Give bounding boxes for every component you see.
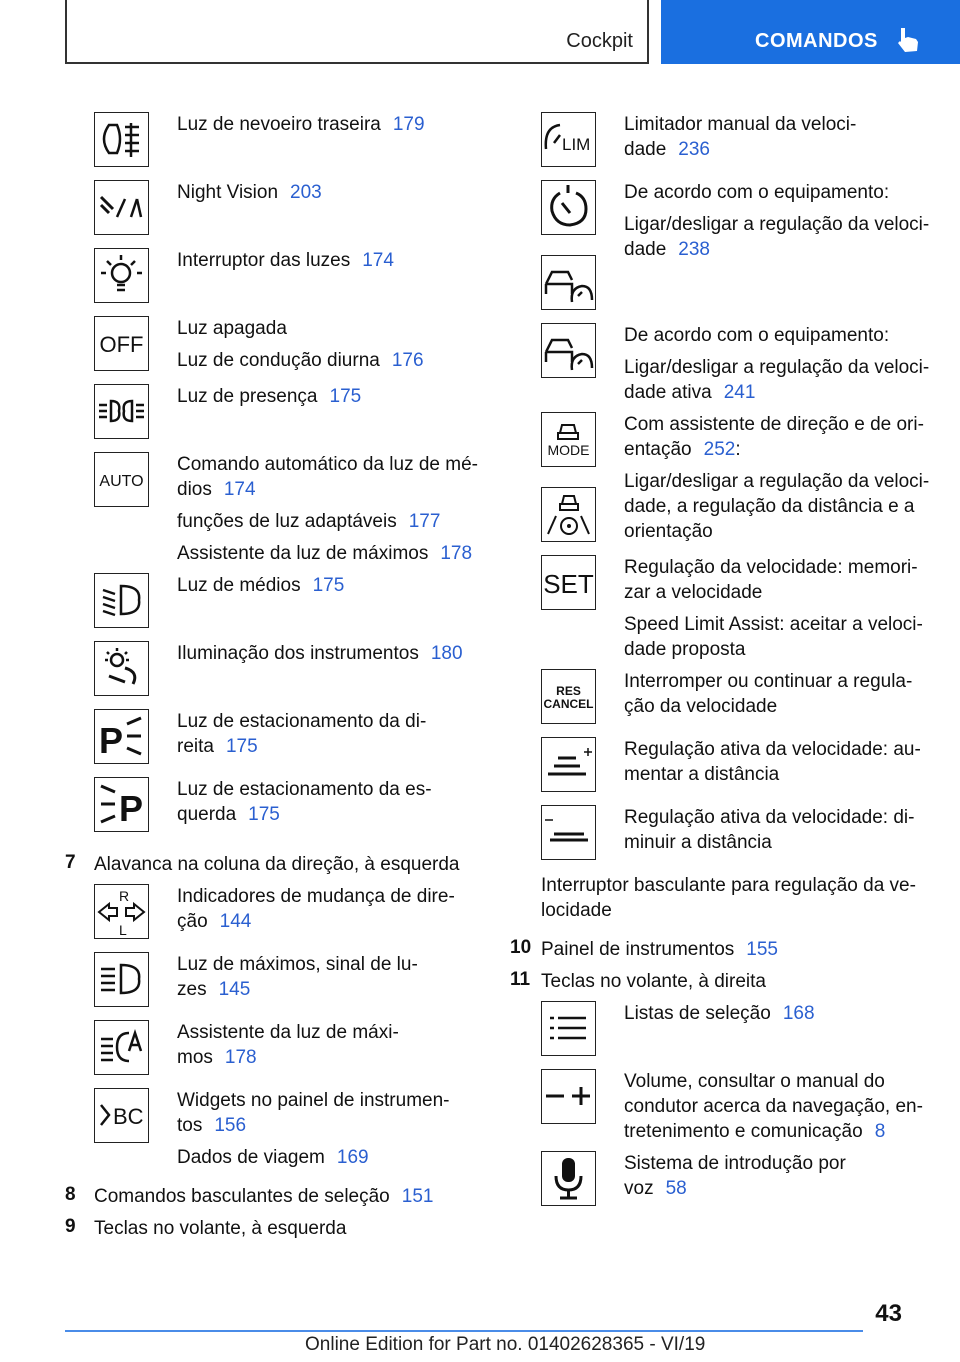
entry-text: zes 145	[177, 979, 251, 1000]
header-section	[65, 0, 649, 64]
item-number: 10	[510, 937, 532, 958]
svg-text:P: P	[119, 788, 144, 829]
entry-text: dade 238	[624, 239, 710, 260]
entry-text: mos 178	[177, 1047, 257, 1068]
entry-text: Widgets no painel de instrumen-	[177, 1090, 450, 1111]
off-text-icon	[94, 316, 149, 371]
page-ref-link[interactable]: 174	[223, 479, 256, 500]
auto-text-icon	[94, 452, 149, 507]
entry-text: Regulação ativa da velocidade: di-	[624, 807, 915, 828]
page-ref-link[interactable]: 241	[723, 382, 756, 403]
item-text: Painel de instrumentos 155	[541, 939, 778, 960]
page-ref-link[interactable]: 168	[782, 1003, 815, 1024]
entry-text: ção da velocidade	[624, 696, 778, 717]
entry-text: Dados de viagem 169	[177, 1147, 369, 1168]
svg-text:RES: RES	[556, 684, 581, 698]
page-ref-link[interactable]: 144	[219, 911, 252, 932]
page-ref-link[interactable]: 145	[218, 979, 251, 1000]
page-ref-link[interactable]: 156	[214, 1115, 247, 1136]
entry-text: Regulação ativa da velocidade: au-	[624, 739, 921, 760]
entry-text: minuir a distância	[624, 832, 772, 853]
turn-signal-icon	[94, 884, 149, 939]
active-cruise-control-icon	[541, 323, 596, 378]
entry-text: zar a velocidade	[624, 582, 763, 603]
entry-text: Speed Limit Assist: aceitar a veloci-	[624, 614, 923, 635]
svg-text:R: R	[119, 888, 130, 904]
entry-text: Limitador manual da veloci-	[624, 114, 857, 135]
entry-text: Ligar/desligar a regulação da veloci-	[624, 214, 930, 235]
instrument-lighting-icon	[94, 641, 149, 696]
page-ref-link[interactable]: 175	[312, 575, 345, 596]
entry-text: Interruptor das luzes 174	[177, 250, 394, 271]
entry-text: Interruptor basculante para regulação da ve-	[541, 875, 916, 896]
edition-text: Online Edition for Part no. 01402628365 - VI/19	[305, 1334, 706, 1355]
high-beam-assistant-icon	[94, 1020, 149, 1075]
mode-icon	[541, 412, 596, 467]
entry-text: dios 174	[177, 479, 256, 500]
chapter-title: COMANDOS	[755, 30, 878, 52]
entry-text: Assistente da luz de máxi-	[177, 1022, 399, 1043]
entry-text: orientação	[624, 521, 713, 542]
entry-text: Luz de condução diurna 176	[177, 350, 424, 371]
entry-text: funções de luz adaptáveis 177	[177, 511, 441, 532]
res-cancel-icon	[541, 669, 596, 724]
header-chapter	[661, 0, 960, 64]
increase-distance-icon	[541, 737, 596, 792]
entry-text: Luz de presença 175	[177, 386, 362, 407]
entry-text: mentar a distância	[624, 764, 780, 785]
volume-minus-plus-icon	[541, 1069, 596, 1124]
entry-text: condutor acerca da navegação, en-	[624, 1096, 923, 1117]
page-ref-link[interactable]: 203	[290, 182, 322, 203]
page-ref-link[interactable]: 178	[440, 543, 473, 564]
high-beam-icon	[94, 952, 149, 1007]
entry-text: Luz de médios 175	[177, 575, 345, 596]
page-ref-link[interactable]: 176	[391, 350, 424, 371]
page-ref-link[interactable]: 236	[678, 139, 710, 160]
entry-text: Luz apagada	[177, 318, 287, 339]
svg-text:AUTO: AUTO	[99, 473, 144, 490]
entry-text: Interromper ou continuar a regula-	[624, 671, 913, 692]
entry-text: Com assistente de direção e de ori-	[624, 414, 924, 435]
item-number: 11	[510, 969, 531, 990]
svg-text:MODE: MODE	[547, 442, 590, 458]
night-vision-icon	[94, 180, 149, 235]
entry-text: Luz de estacionamento da di-	[177, 711, 427, 732]
entry-text: Luz de nevoeiro traseira 179	[177, 114, 425, 135]
parking-light-left-icon	[94, 777, 149, 832]
entry-text: Comando automático da luz de mé-	[177, 454, 478, 475]
entry-text: Luz de estacionamento da es-	[177, 779, 432, 800]
page-ref-link[interactable]: 174	[362, 250, 394, 271]
entry-text: entação 252:	[624, 439, 741, 460]
entry-text: Ligar/desligar a regulação da veloci-	[624, 471, 930, 492]
page-ref-link[interactable]: 252	[703, 439, 736, 460]
entry-text: reita 175	[177, 736, 258, 757]
entry-text: Listas de seleção 168	[624, 1003, 815, 1024]
svg-text:P: P	[99, 720, 124, 761]
entry-text: De acordo com o equipamento:	[624, 325, 890, 346]
entry-text: ção 144	[177, 911, 252, 932]
page-ref-link[interactable]: 8	[874, 1121, 886, 1142]
entry-text: querda 175	[177, 804, 280, 825]
microphone-icon	[541, 1151, 596, 1206]
page-ref-link[interactable]: 151	[401, 1186, 434, 1207]
entry-text: Ligar/desligar a regulação da veloci-	[624, 357, 930, 378]
cruise-control-car-icon	[541, 255, 596, 310]
cruise-control-icon	[541, 180, 596, 235]
low-beam-icon	[94, 573, 149, 628]
entry-text: dade ativa 241	[624, 382, 756, 403]
pointing-hand-icon	[895, 26, 921, 54]
entry-text: Indicadores de mudança de dire-	[177, 886, 455, 907]
page-ref-link[interactable]: 175	[329, 386, 362, 407]
page-ref-link[interactable]: 175	[225, 736, 258, 757]
svg-text:BC: BC	[113, 1104, 144, 1129]
item-text: Alavanca na coluna da direção, à esquerda	[94, 854, 460, 875]
page-ref-link[interactable]: 178	[224, 1047, 257, 1068]
svg-text:CANCEL: CANCEL	[543, 697, 594, 711]
bc-widget-icon	[94, 1088, 149, 1143]
item-number: 7	[65, 852, 76, 873]
item-text: Teclas no volante, à esquerda	[94, 1218, 347, 1239]
page-ref-link[interactable]: 58	[665, 1178, 687, 1199]
footer-divider	[65, 1330, 863, 1332]
light-switch-icon	[94, 248, 149, 303]
svg-text:L: L	[119, 922, 127, 938]
item-number: 9	[65, 1216, 76, 1237]
entry-text: Volume, consultar o manual do	[624, 1071, 885, 1092]
page-ref-link[interactable]: 179	[392, 114, 425, 135]
page-ref-link[interactable]: 180	[430, 643, 463, 664]
entry-text: Luz de máximos, sinal de lu-	[177, 954, 418, 975]
speed-limiter-icon	[541, 112, 596, 167]
page-ref-link[interactable]: 175	[248, 804, 280, 825]
entry-text: tretenimento e comunicação 8	[624, 1121, 886, 1142]
steering-assistant-icon	[541, 487, 596, 542]
item-text: Teclas no volante, à direita	[541, 971, 766, 992]
decrease-distance-icon	[541, 805, 596, 860]
entry-text: locidade	[541, 900, 612, 921]
set-text-icon	[541, 555, 596, 610]
entry-text: Assistente da luz de máximos 178	[177, 543, 473, 564]
entry-text: dade proposta	[624, 639, 746, 660]
item-number: 8	[65, 1184, 76, 1205]
entry-text: dade, a regulação da distância e a	[624, 496, 915, 517]
entry-text: Night Vision 203	[177, 182, 322, 203]
parking-light-right-icon	[94, 709, 149, 764]
rear-fog-light-icon	[94, 112, 149, 167]
entry-text: dade 236	[624, 139, 710, 160]
page-ref-link[interactable]: 238	[678, 239, 710, 260]
page-ref-link[interactable]: 177	[408, 511, 441, 532]
parking-light-icon	[94, 384, 149, 439]
item-text: Comandos basculantes de seleção 151	[94, 1186, 434, 1207]
entry-text: voz 58	[624, 1178, 687, 1199]
svg-text:LIM: LIM	[562, 135, 591, 154]
entry-text: Sistema de introdução por	[624, 1153, 846, 1174]
list-icon	[541, 1001, 596, 1056]
entry-text: Regulação da velocidade: memori-	[624, 557, 918, 578]
page-number: 43	[875, 1300, 902, 1327]
entry-text: tos 156	[177, 1115, 247, 1136]
section-title: Cockpit	[566, 30, 633, 52]
svg-text:SET: SET	[543, 569, 594, 599]
page-ref-link[interactable]: 155	[746, 939, 778, 960]
entry-text: Iluminação dos instrumentos 180	[177, 643, 463, 664]
svg-text:OFF: OFF	[99, 332, 144, 357]
entry-text: De acordo com o equipamento:	[624, 182, 890, 203]
page-ref-link[interactable]: 169	[336, 1147, 369, 1168]
